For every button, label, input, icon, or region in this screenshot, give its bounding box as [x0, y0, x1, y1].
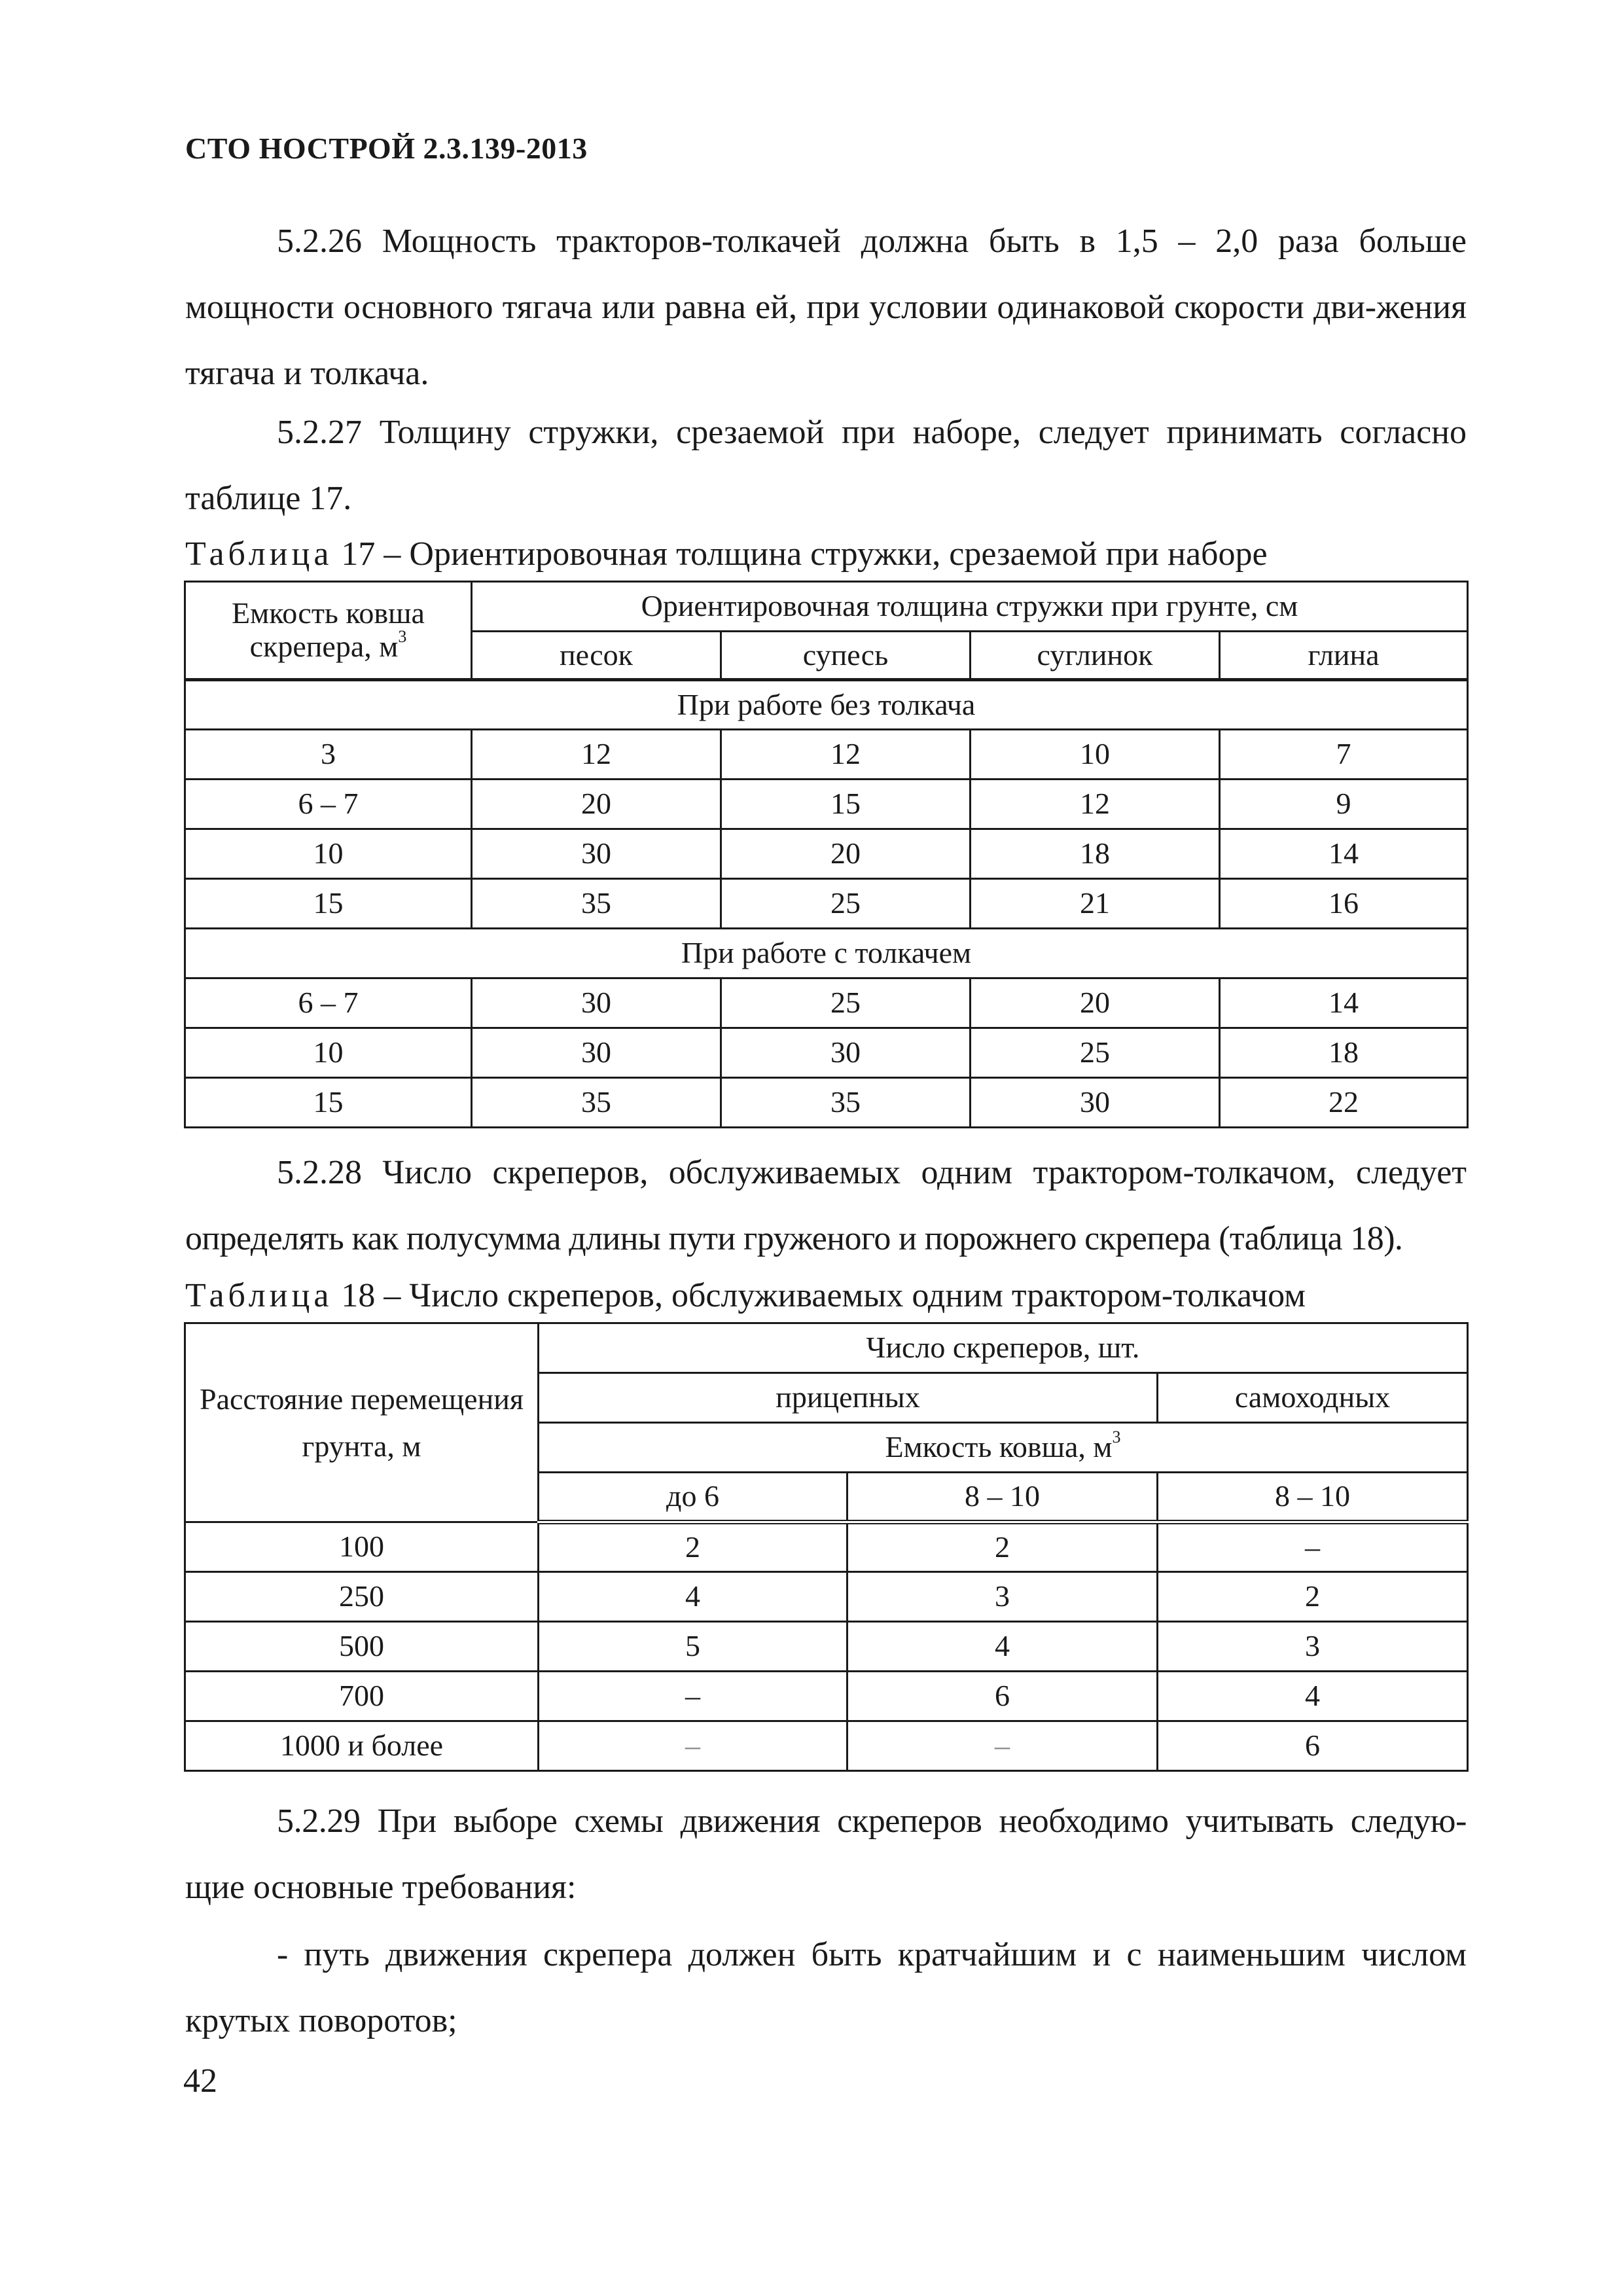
- table-cell: 30: [971, 1078, 1220, 1128]
- paragraph-5-2-29: [185, 1788, 1467, 1920]
- column-header-soil: супесь: [721, 632, 971, 680]
- table-cell: 9: [1220, 780, 1468, 829]
- table-row: [185, 1721, 1468, 1771]
- table-cell: 25: [971, 1028, 1220, 1078]
- table-cell: 2: [1158, 1572, 1468, 1622]
- caption-label: Таблица: [185, 535, 333, 573]
- table-row: [185, 1028, 1468, 1078]
- table-cell: 15: [185, 1078, 472, 1128]
- table-cell: –: [539, 1672, 847, 1721]
- table-cell: 100: [185, 1522, 539, 1572]
- table-cell: 25: [721, 978, 971, 1028]
- paragraph-text: определять как полусумма длины пути груженого и порожнего скрепера (таблица 18).: [185, 1220, 1403, 1257]
- paragraph-text: щие основные требования:: [185, 1869, 577, 1906]
- paragraph-bullet: [185, 1922, 1467, 2054]
- table-cell: 12: [971, 780, 1220, 829]
- table-cell: 2: [539, 1522, 847, 1572]
- table-cell: 12: [472, 730, 721, 780]
- paragraph-text: крутых поворотов;: [185, 2002, 457, 2039]
- column-header-soil: глина: [1220, 632, 1468, 680]
- table-cell: 30: [472, 829, 721, 879]
- column-header-size: 8 – 10: [847, 1473, 1158, 1522]
- table-row: [185, 730, 1468, 780]
- table-cell: 20: [721, 829, 971, 879]
- table-cell: 3: [185, 730, 472, 780]
- paragraph-5-2-26: [185, 208, 1467, 406]
- table-row: [185, 1078, 1468, 1128]
- table-cell: 3: [1158, 1622, 1468, 1672]
- column-header-distance: Расстояние перемещения грунта, м: [185, 1323, 539, 1522]
- paragraph-line: 5.2.28 Число скреперов, обслуживаемых одним трактором-толкачом, следует: [277, 1154, 1467, 1191]
- paragraph-5-2-27: [185, 399, 1467, 531]
- table-cell: 2: [847, 1522, 1158, 1572]
- column-header-soil: песок: [472, 632, 721, 680]
- table-cell: 6: [1158, 1721, 1468, 1771]
- column-header-bucket: Емкость ковша, $м^3$: [539, 1423, 1468, 1473]
- table-cell: 500: [185, 1622, 539, 1672]
- paragraph-text: мощности основного тягача или равна ей, при условии одинаковой скорости дви-жения тягача и толкача.: [185, 289, 1467, 392]
- table-cell: 4: [1158, 1672, 1468, 1721]
- page-number: 42: [183, 2062, 217, 2100]
- table-cell: 15: [185, 879, 472, 929]
- table-row: [185, 1522, 1468, 1572]
- table-cell: 30: [472, 1028, 721, 1078]
- table-cell: 10: [185, 1028, 472, 1078]
- column-group-header: Число скреперов, шт.: [539, 1323, 1468, 1373]
- table-cell: –: [847, 1721, 1158, 1771]
- column-header-bucket: Емкость ковша скрепера, $м^3$: [185, 582, 472, 680]
- column-header-self-propelled: самоходных: [1158, 1373, 1468, 1423]
- paragraph-5-2-28: [185, 1139, 1467, 1272]
- table-header-row: [185, 582, 1468, 632]
- column-header-size: 8 – 10: [1158, 1473, 1468, 1522]
- table-row: [185, 829, 1468, 879]
- table-cell: 4: [847, 1622, 1158, 1672]
- column-header-trailed: прицепных: [539, 1373, 1158, 1423]
- paragraph-line: 5.2.29 При выборе схемы движения скреперов необходимо учитывать следую-: [277, 1803, 1467, 1840]
- table-cell: 14: [1220, 978, 1468, 1028]
- table-cell: 10: [971, 730, 1220, 780]
- table-cell: 5: [539, 1622, 847, 1672]
- table-18-caption: [185, 1276, 1467, 1316]
- table-cell: 22: [1220, 1078, 1468, 1128]
- column-group-header: Ориентировочная толщина стружки при грунте, см: [472, 582, 1468, 632]
- table-18: [184, 1322, 1469, 1772]
- section-header: При работе без толкача: [185, 680, 1468, 730]
- paragraph-line: - путь движения скрепера должен быть кратчайшим и с наименьшим числом: [277, 1936, 1467, 1973]
- table-row: [185, 1672, 1468, 1721]
- paragraph-text: таблице 17.: [185, 480, 352, 517]
- table-cell: 10: [185, 829, 472, 879]
- table-cell: 20: [971, 978, 1220, 1028]
- table-cell: 35: [721, 1078, 971, 1128]
- paragraph-line: 5.2.27 Толщину стружки, срезаемой при наборе, следует принимать согласно: [277, 414, 1467, 451]
- table-cell: 18: [1220, 1028, 1468, 1078]
- table-cell: 35: [472, 1078, 721, 1128]
- table-cell: 35: [472, 879, 721, 929]
- section-header: При работе с толкачем: [185, 929, 1468, 978]
- table-section-row: [185, 929, 1468, 978]
- table-cell: –: [539, 1721, 847, 1771]
- paragraph-line: 5.2.26 Мощность тракторов-толкачей должна быть в 1,5 – 2,0 раза больше: [277, 223, 1467, 260]
- caption-text: 18 – Число скреперов, обслуживаемых одним трактором-толкачом: [332, 1277, 1306, 1314]
- document-header: СТО НОСТРОЙ 2.3.139-2013: [185, 132, 588, 165]
- table-row: [185, 879, 1468, 929]
- table-cell: 18: [971, 829, 1220, 879]
- table-section-row: [185, 680, 1468, 730]
- table-cell: 3: [847, 1572, 1158, 1622]
- caption-text: 17 – Ориентировочная толщина стружки, срезаемой при наборе: [332, 535, 1268, 573]
- table-cell: 14: [1220, 829, 1468, 879]
- table-cell: 15: [721, 780, 971, 829]
- table-row: [185, 1572, 1468, 1622]
- table-cell: 1000 и более: [185, 1721, 539, 1771]
- table-17-caption: [185, 535, 1467, 574]
- table-cell: 6 – 7: [185, 780, 472, 829]
- column-header-soil: суглинок: [971, 632, 1220, 680]
- table-cell: 25: [721, 879, 971, 929]
- table-header-row: [185, 1323, 1468, 1373]
- table-cell: 250: [185, 1572, 539, 1622]
- table-cell: 21: [971, 879, 1220, 929]
- table-17: [184, 581, 1469, 1128]
- table-cell: 20: [472, 780, 721, 829]
- table-cell: 16: [1220, 879, 1468, 929]
- table-row: [185, 1622, 1468, 1672]
- table-cell: 6: [847, 1672, 1158, 1721]
- table-cell: 30: [472, 978, 721, 1028]
- table-cell: 12: [721, 730, 971, 780]
- table-cell: 7: [1220, 730, 1468, 780]
- table-row: [185, 978, 1468, 1028]
- table-cell: 4: [539, 1572, 847, 1622]
- column-header-size: до 6: [539, 1473, 847, 1522]
- caption-label: Таблица: [185, 1277, 333, 1314]
- table-cell: –: [1158, 1522, 1468, 1572]
- table-row: [185, 780, 1468, 829]
- table-cell: 30: [721, 1028, 971, 1078]
- table-cell: 700: [185, 1672, 539, 1721]
- table-cell: 6 – 7: [185, 978, 472, 1028]
